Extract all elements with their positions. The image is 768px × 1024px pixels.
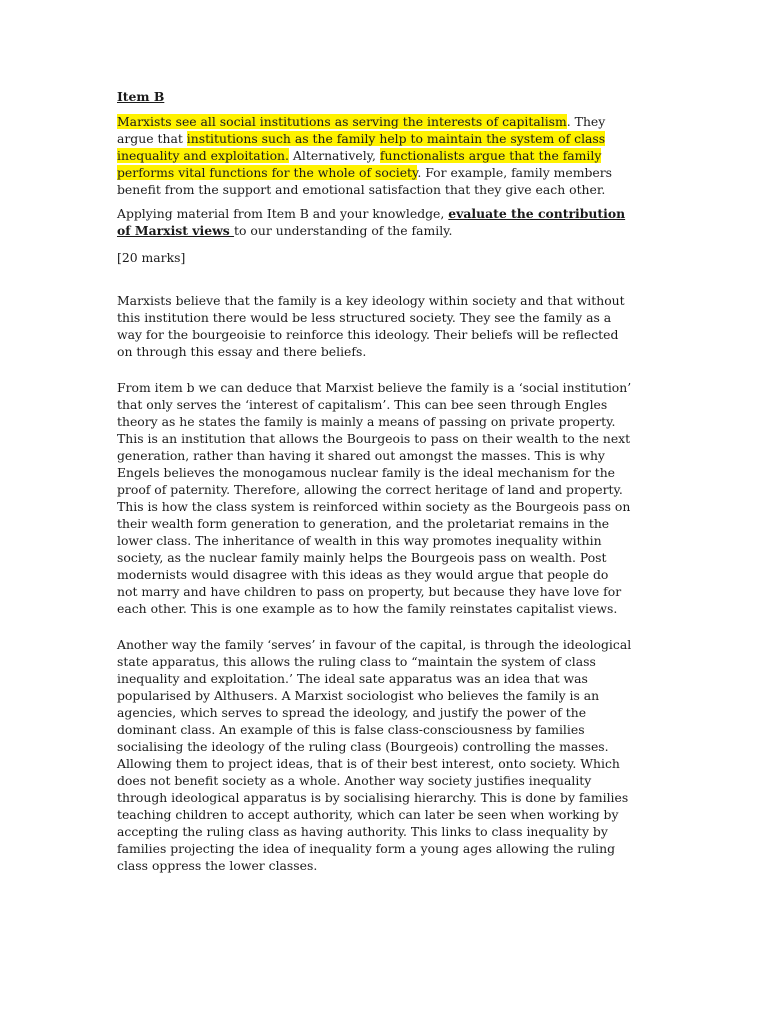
item-b-line bbox=[117, 164, 657, 181]
essay-line: society, as the nuclear family mainly helps the Bourgeois pass on wealth. Post bbox=[117, 550, 607, 565]
essay-paragraph-3 bbox=[117, 636, 657, 874]
essay-line: dominant class. An example of this is false class-consciousness by families bbox=[117, 722, 585, 737]
essay-line: that only serves the ‘interest of capitalism’. This can bee seen through Engles bbox=[117, 397, 608, 412]
highlight: institutions such as the family help to maintain the system of class bbox=[186, 131, 606, 146]
essay-line: teaching children to accept authority, which can later be seen when working by bbox=[117, 807, 619, 822]
essay-paragraph-1 bbox=[117, 292, 657, 360]
essay-line: accepting the ruling class as having authority. This links to class inequality by bbox=[117, 824, 608, 839]
item-b-line: benefit from the support and emotional satisfaction that they give each other. bbox=[117, 182, 606, 197]
marks-label: [20 marks] bbox=[117, 250, 186, 265]
question-line bbox=[117, 205, 657, 222]
essay-line: lower class. The inheritance of wealth in this way promotes inequality within bbox=[117, 533, 602, 548]
item-b-line bbox=[117, 130, 657, 147]
item-b-line bbox=[117, 113, 657, 130]
question-line bbox=[117, 222, 657, 239]
essay-line: each other. This is one example as to how the family reinstates capitalist views. bbox=[117, 601, 618, 616]
essay-line: families projecting the idea of inequality form a young ages allowing the ruling bbox=[117, 841, 616, 856]
essay-line: modernists would disagree with this ideas as they would argue that people do bbox=[117, 567, 609, 582]
essay-line: Engels believes the monogamous nuclear family is the ideal mechanism for the bbox=[117, 465, 616, 480]
essay-line: proof of paternity. Therefore, allowing the correct heritage of land and property. bbox=[117, 482, 623, 497]
essay-line: on through this essay and there beliefs. bbox=[117, 344, 367, 359]
essay-line: theory as he states the family is mainly a means of passing on private property. bbox=[117, 414, 616, 429]
document-body bbox=[117, 88, 657, 874]
essay-line: through ideological apparatus is by socialising hierarchy. This is done by families bbox=[117, 790, 629, 805]
highlight: inequality and exploitation. bbox=[117, 148, 289, 163]
highlight: functionalists argue that the family bbox=[379, 148, 602, 163]
text-run: argue that bbox=[117, 131, 187, 146]
essay-line: Marxists believe that the family is a key ideology within society and that without bbox=[117, 293, 625, 308]
essay-line: This is an institution that allows the Bourgeois to pass on their wealth to the next bbox=[117, 431, 631, 446]
highlight: Marxists see all social institutions as serving the interests of capitalism bbox=[117, 114, 567, 129]
essay-line: state apparatus, this allows the ruling class to “maintain the system of class bbox=[117, 654, 596, 669]
essay-line: inequality and exploitation.’ The ideal sate apparatus was an idea that was bbox=[117, 671, 588, 686]
text-run: . They bbox=[566, 114, 606, 129]
essay-line: not marry and have children to pass on property, but because they have love for bbox=[117, 584, 622, 599]
essay-line: way for the bourgeoisie to reinforce this ideology. Their beliefs will be reflected bbox=[117, 327, 619, 342]
essay-paragraph-2 bbox=[117, 379, 657, 617]
essay-line: From item b we can deduce that Marxist believe the family is a ‘social institution’ bbox=[117, 380, 632, 395]
essay-line: does not benefit society as a whole. Another way society justifies inequality bbox=[117, 773, 592, 788]
essay-line: this institution there would be less structured society. They see the family as a bbox=[117, 310, 612, 325]
essay-line: Another way the family ‘serves’ in favour of the capital, is through the ideological bbox=[117, 637, 632, 652]
emphasis-text: of Marxist views bbox=[117, 223, 235, 238]
item-b-line bbox=[117, 147, 657, 164]
item-b-source bbox=[117, 113, 657, 198]
essay-line: generation, rather than having it shared out amongst the masses. This is why bbox=[117, 448, 605, 463]
highlight: performs vital functions for the whole of society bbox=[117, 165, 418, 180]
text-run: to our understanding of the family. bbox=[234, 223, 453, 238]
essay-line: Allowing them to project ideas, that is of their best interest, onto society. Which bbox=[117, 756, 620, 771]
essay-line: socialising the ideology of the ruling class (Bourgeois) controlling the masses. bbox=[117, 739, 609, 754]
essay-line: their wealth form generation to generation, and the proletariat remains in the bbox=[117, 516, 610, 531]
emphasis-text: evaluate the contribution bbox=[448, 206, 626, 221]
text-run: Alternatively, bbox=[288, 148, 380, 163]
text-run: . For example, family members bbox=[417, 165, 613, 180]
essay-line: class oppress the lower classes. bbox=[117, 858, 318, 873]
essay-line: agencies, which serves to spread the ideology, and justify the power of the bbox=[117, 705, 587, 720]
essay-line: popularised by Althusers. A Marxist sociologist who believes the family is an bbox=[117, 688, 600, 703]
item-heading: Item B bbox=[117, 89, 165, 104]
essay-line: This is how the class system is reinforced within society as the Bourgeois pass on bbox=[117, 499, 631, 514]
text-run: Applying material from Item B and your knowledge, bbox=[117, 206, 449, 221]
essay-question bbox=[117, 205, 657, 239]
